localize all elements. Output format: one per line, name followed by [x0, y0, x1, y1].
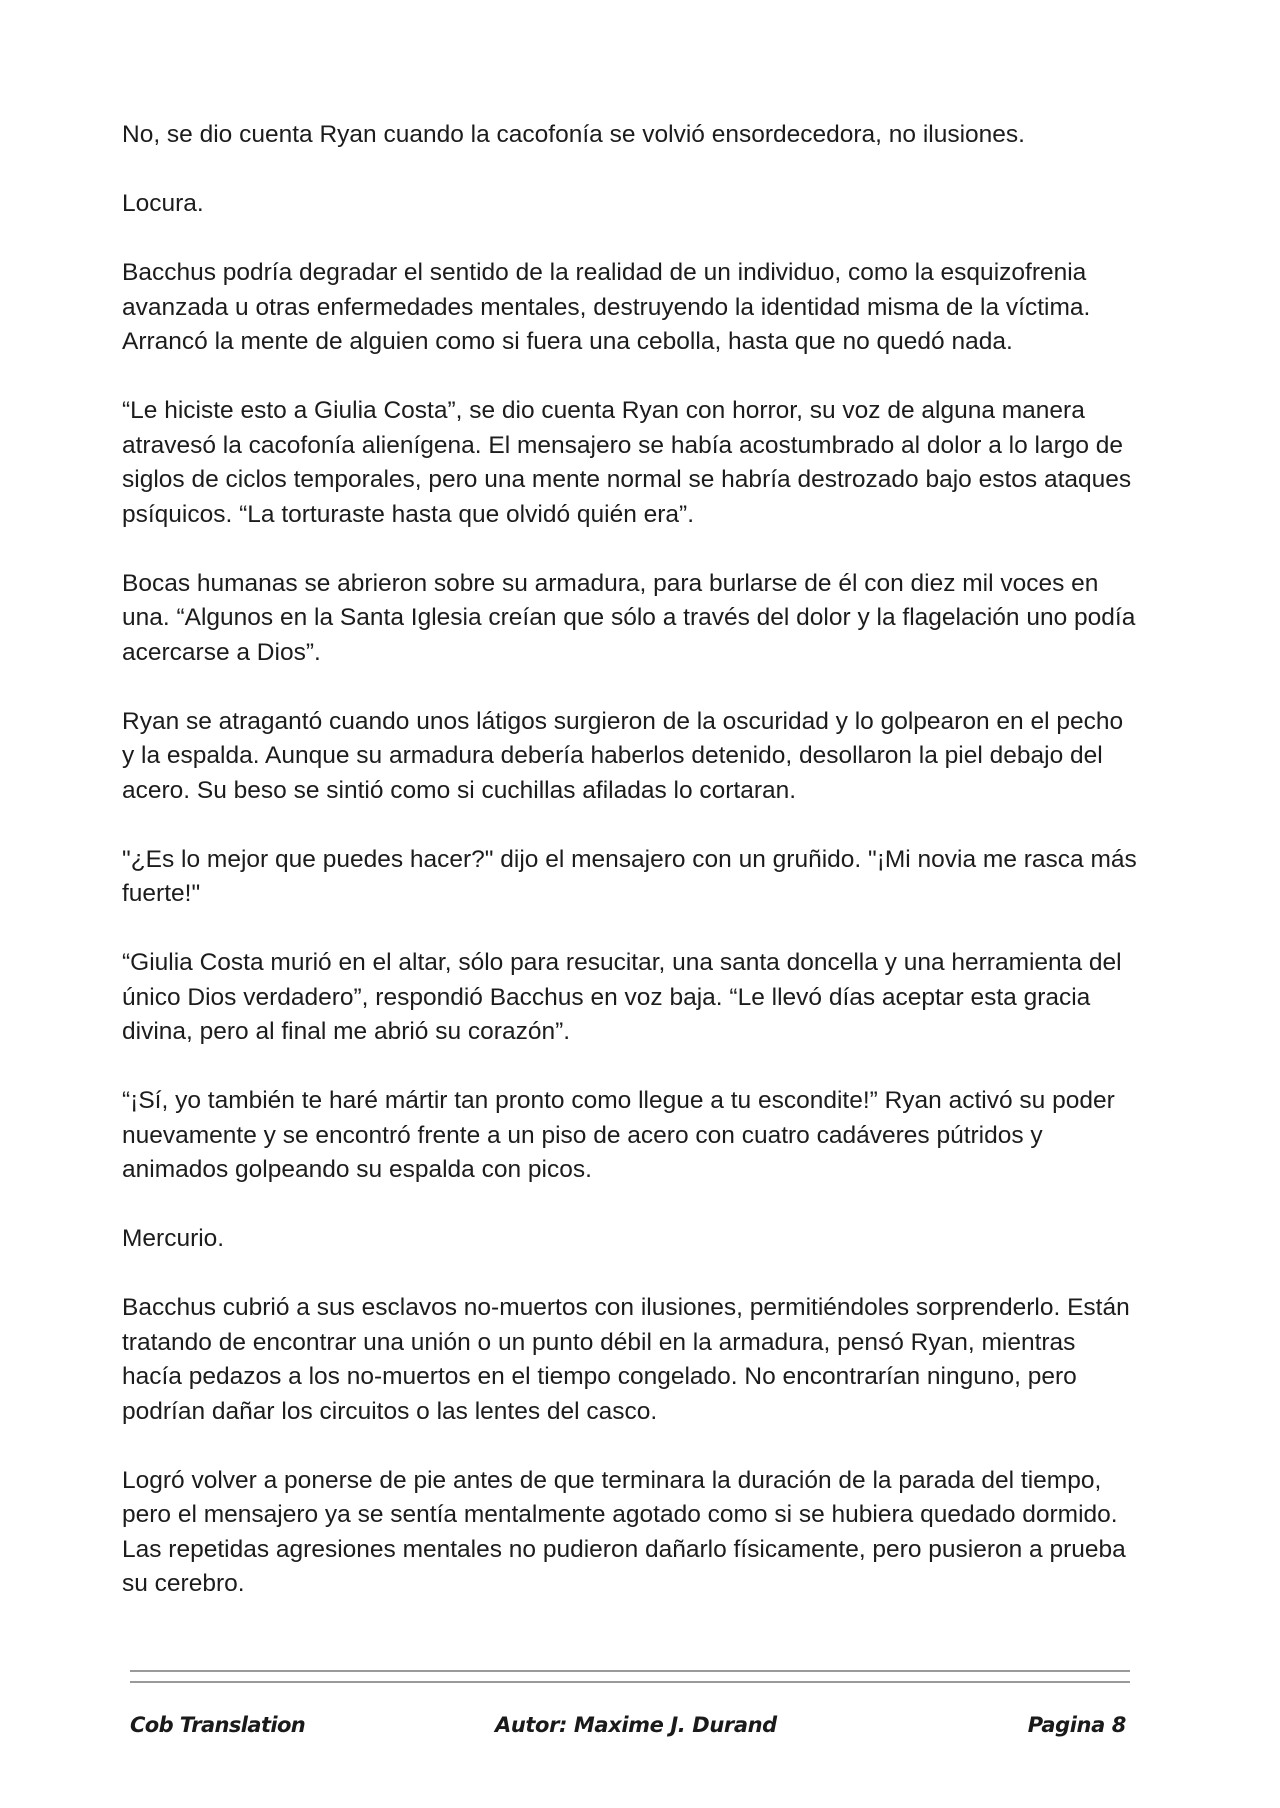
footer-divider-top — [130, 1670, 1130, 1672]
paragraph: "¿Es lo mejor que puedes hacer?" dijo el mensajero con un gruñido. "¡Mi novia me rasca más fuerte!" — [122, 845, 1137, 907]
page-footer — [130, 1713, 1126, 1747]
paragraph: “Le hiciste esto a Giulia Costa”, se dio cuenta Ryan con horror, su voz de alguna manera atravesó la cacofonía alienígena. El mensajero se había acostumbrado al dolor a lo largo de siglos de ciclos temporales, pero una mente normal se habría destrozado bajo estos ataques psíquicos. “La torturaste hasta que olvidó quién era”. — [122, 397, 1132, 528]
paragraph: Ryan se atragantó cuando unos látigos surgieron de la oscuridad y lo golpearon en el pecho y la espalda. Aunque su armadura debería haberlos detenido, desollaron la piel debajo del acero. Su beso se sintió como si cuchillas afiladas lo cortaran. — [122, 707, 1124, 804]
paragraph: “¡Sí, yo también te haré mártir tan pronto como llegue a tu escondite!” Ryan activó su poder nuevamente y se encontró frente a un piso de acero con cuatro cadáveres pútridos y animados golpeando su espalda con picos. — [122, 1087, 1115, 1183]
footer-translator: Cob Translation — [130, 1713, 306, 1737]
paragraph: “Giulia Costa murió en el altar, sólo para resucitar, una santa doncella y una herramienta del único Dios verdadero”, respondió Bacchus en voz baja. “Le llevó días aceptar esta gracia divina, pero al final me abrió su corazón”. — [122, 949, 1122, 1045]
footer-author: Autor: Maxime J. Durand — [495, 1713, 777, 1737]
paragraph: No, se dio cuenta Ryan cuando la cacofonía se volvió ensordecedora, no ilusiones. — [122, 121, 1025, 148]
paragraph: Bacchus cubrió a sus esclavos no-muertos con ilusiones, permitiéndoles sorprenderlo. Están tratando de encontrar una unión o un punto débil en la armadura, pensó Ryan, mientras hacía pedazos a los no-muertos en el tiempo congelado. No encontrarían ninguno, pero podrían dañar los circuitos o las lentes del casco. — [122, 1294, 1130, 1425]
paragraph: Mercurio. — [122, 1225, 225, 1252]
paragraph: Bacchus podría degradar el sentido de la realidad de un individuo, como la esquizofrenia avanzada u otras enfermedades mentales, destruyendo la identidad misma de la víctima. Arrancó la mente de alguien como si fuera una cebolla, hasta que no quedó nada. — [122, 259, 1091, 355]
paragraph: Locura. — [122, 190, 204, 217]
paragraph: Bocas humanas se abrieron sobre su armadura, para burlarse de él con diez mil voces en una. “Algunos en la Santa Iglesia creían que sólo a través del dolor y la flagelación uno podía acercarse a Dios”. — [122, 569, 1136, 666]
footer-page-number: Pagina 8 — [1027, 1713, 1126, 1737]
footer-divider-bottom — [130, 1681, 1130, 1683]
body-text — [122, 118, 1142, 1636]
paragraph: Logró volver a ponerse de pie antes de que terminara la duración de la parada del tiempo, pero el mensajero ya se sentía mentalmente agotado como si se hubiera quedado dormido. Las repetidas agresiones mentales no pudieron dañarlo físicamente, pero pusieron a prueba su cerebro. — [122, 1466, 1126, 1597]
